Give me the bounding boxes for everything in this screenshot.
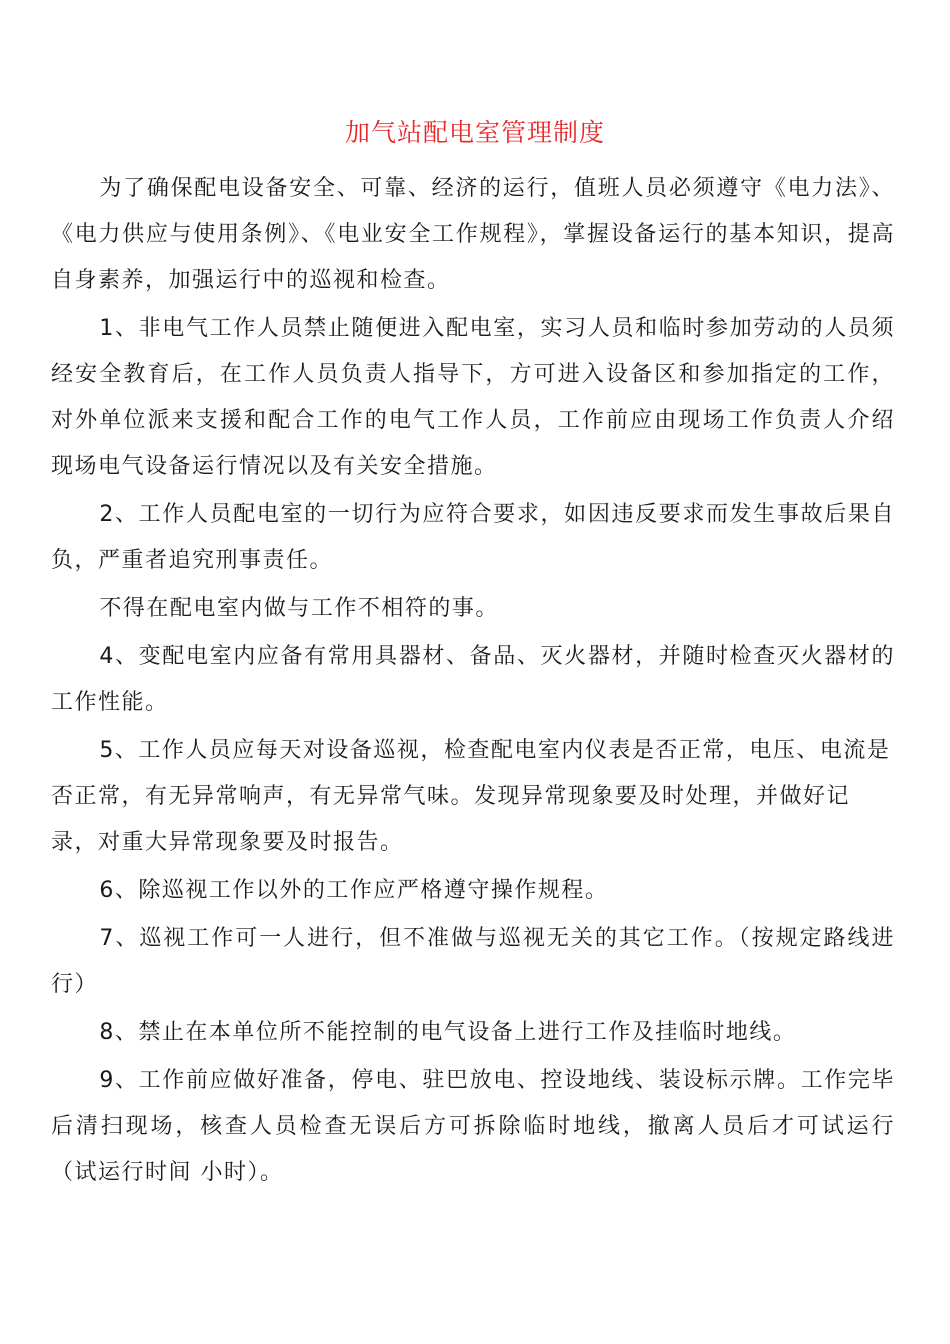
document-body (51, 166, 895, 1196)
document-title: 加气站配电室管理制度 (344, 118, 605, 147)
intro-paragraph: 为了确保配电设备安全、可靠、经济的运行，值班人员必须遵守《电力法》、《电力供应与使用条例》、《电业安全工作规程》，掌握设备运行的基本知识，提高自身素养，加强运行中的巡视和检查。 (51, 176, 895, 293)
rule-7-paragraph: 7、巡视工作可一人进行，但不准做与巡视无关的其它工作。（按规定路线进行） (51, 926, 895, 997)
rule-2-paragraph: 2、工作人员配电室的一切行为应符合要求，如因违反要求而发生事故后果自负，严重者追究刑事责任。 (51, 502, 895, 573)
rule-5-continuation: 录，对重大异常现象要及时报告。 (51, 830, 404, 855)
rule-6-paragraph: 6、除巡视工作以外的工作应严格遵守操作规程。 (99, 878, 609, 903)
rule-9-paragraph: 9、工作前应做好准备，停电、驻巴放电、控设地线、装设标示牌。工作完毕后清扫现场，核查人员检查无误后方可拆除临时地线，撤离人员后才可试运行（试运行时间 小时）。 (51, 1068, 895, 1185)
rule-3-paragraph: 不得在配电室内做与工作不相符的事。 (99, 596, 499, 621)
rule-5-paragraph: 5、工作人员应每天对设备巡视，检查配电室内仪表是否正常，电压、电流是否正常，有无异常响声，有无异常气味。发现异常现象要及时处理，并做好记 (51, 738, 891, 809)
rule-4-paragraph: 4、变配电室内应备有常用具器材、备品、灭火器材，并随时检查灭火器材的工作性能。 (51, 644, 895, 715)
rule-8-paragraph: 8、禁止在本单位所不能控制的电气设备上进行工作及挂临时地线。 (99, 1020, 797, 1045)
rule-1-paragraph: 1、非电气工作人员禁止随便进入配电室，实习人员和临时参加劳动的人员须经安全教育后，在工作人员负责人指导下，方可进入设备区和参加指定的工作，对外单位派来支援和配合工作的电气工作人员，工作前应由现场工作负责人介绍现场电气设备运行情况以及有关安全措施。 (51, 316, 895, 479)
